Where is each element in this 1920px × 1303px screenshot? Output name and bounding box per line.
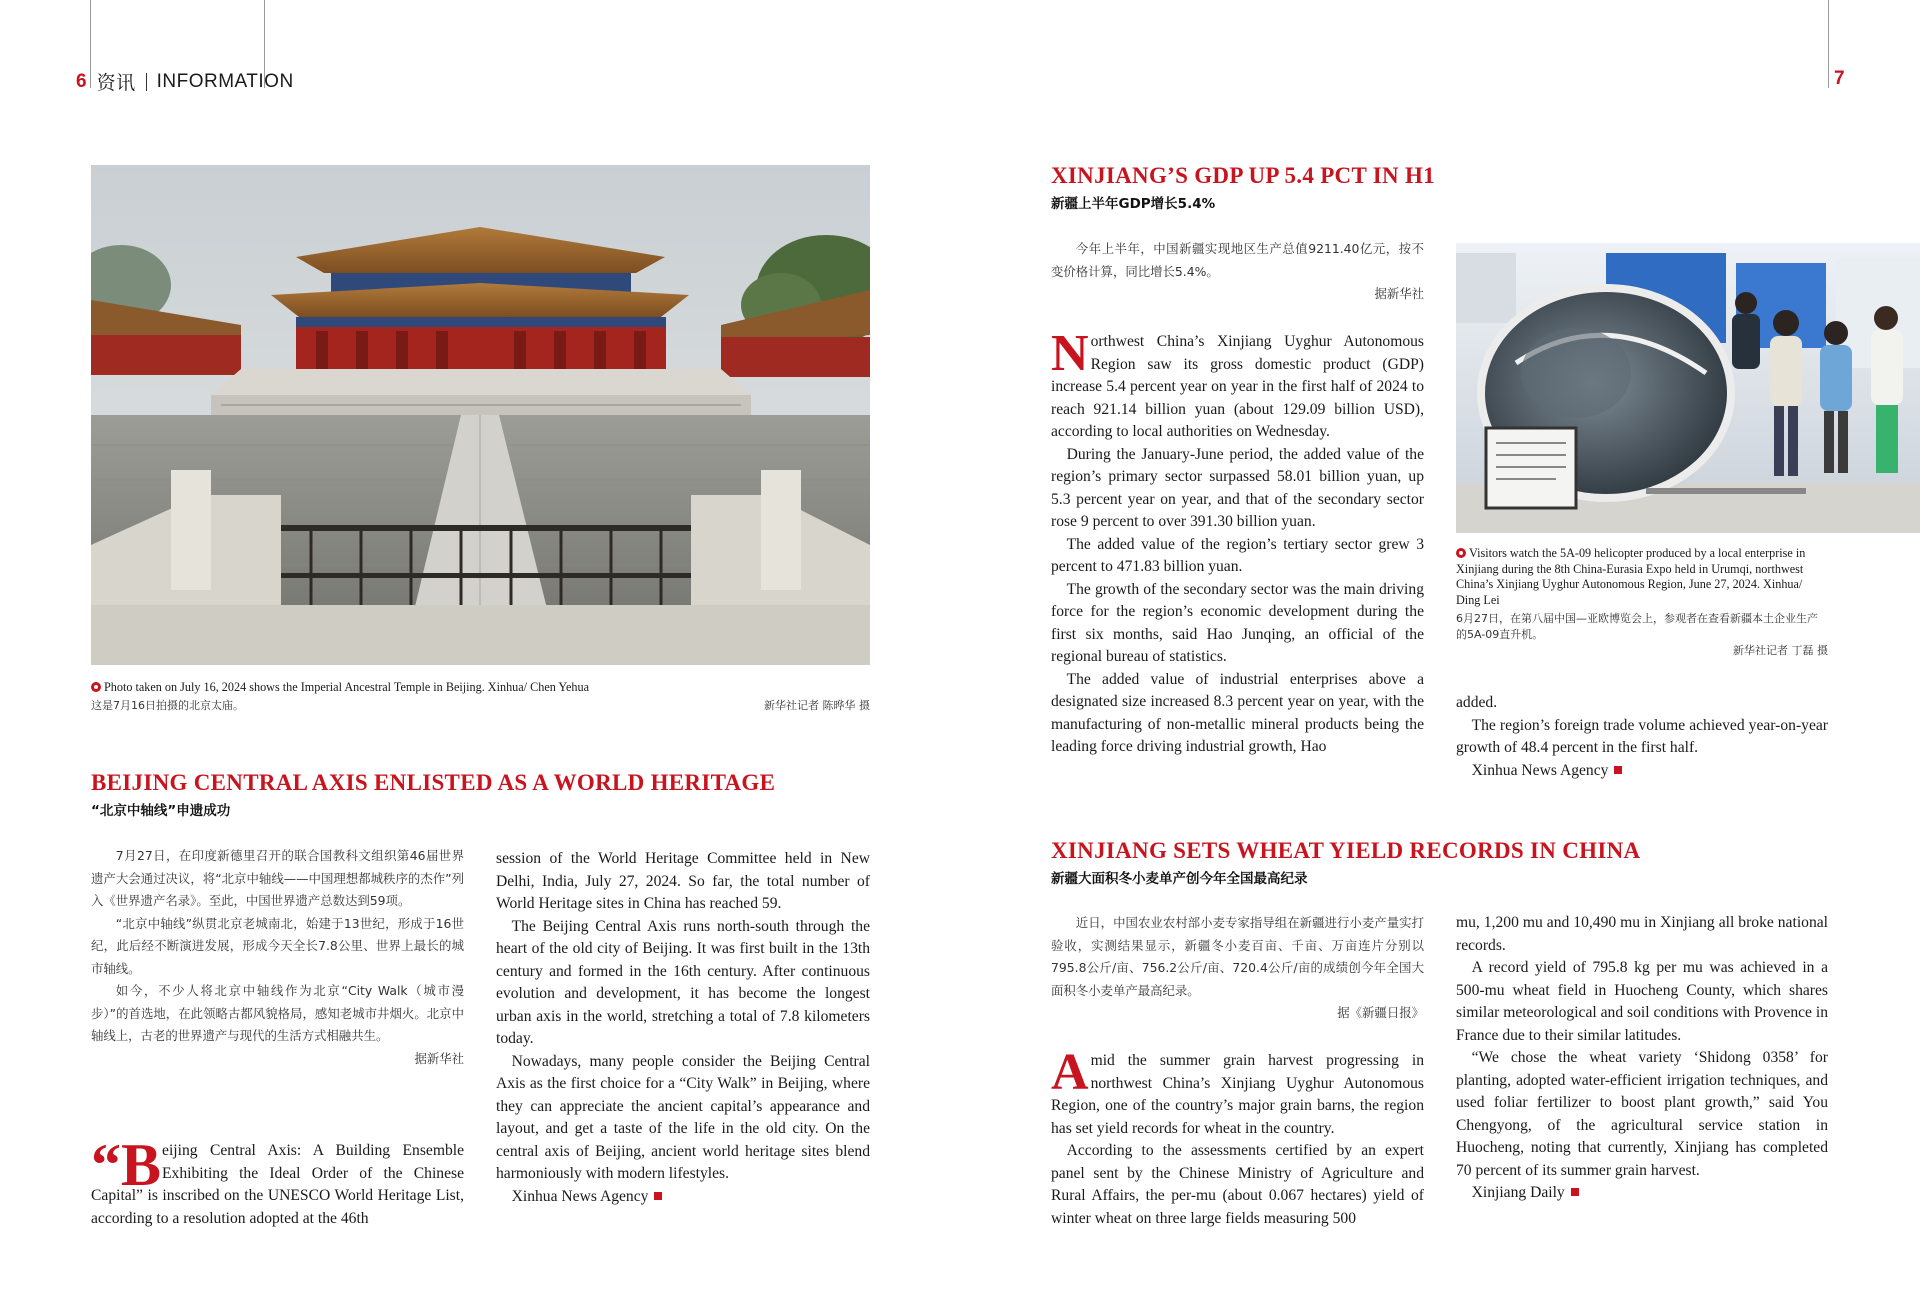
article2-zh-para: 今年上半年，中国新疆实现地区生产总值9211.40亿元，按不变价格计算，同比增长5.4%。 [1051,241,1424,279]
article1-subhead: “北京中轴线”申遗成功 [91,803,231,819]
article1-zh-para: “北京中轴线”纵贯北京老城南北，始建于13世纪，形成于16世纪，此后经不断演进发展，形成今天全长7.8公里、世界上最长的城市轴线。 [91,915,464,976]
photo1-caption-en [91,680,870,696]
article3-en-col2 [1456,912,1828,1205]
left-page-number: 6 [76,70,87,92]
helicopter-illustration [1456,243,1920,533]
section-label-zh: 资讯 [96,72,136,94]
camera-icon [1456,548,1466,558]
article2-zh-source: 据新华社 [1374,286,1424,301]
photo2-caption-block [1456,546,1828,659]
camera-icon [91,682,101,692]
end-mark-icon [1614,766,1622,774]
article2-en-cont: added. [1456,694,1498,711]
article1-en-col1 [91,1132,464,1230]
article1-en-para: Nowadays, many people consider the Beijing Central Axis as the first choice for a “City Walk” in Beijing, where they can appreciate the ancient capital’s appearance and layout, and get a taste of the life in the old city. On the central axis of Beijing, ancient world heritage sites blend harmoniously with modern lifestyles. [496,1052,870,1182]
article1-zh-para: 如今，不少人将北京中轴线作为北京“City Walk（城市漫步）”的首选地，在此领略古都风貌格局，感知老城市井烟火。北京中轴线上，古老的世界遗产与现代的生活方式相融共生。 [91,983,464,1043]
photo2-credit-zh: 新华社记者 丁磊 摄 [1733,644,1828,658]
photo2-caption-zh: 6月27日，在第八届中国—亚欧博览会上，参观者在查看新疆本土企业生产的5A-09直升机。 [1456,612,1818,642]
helicopter-expo-photo [1456,243,1920,533]
article3-en-para: “We chose the wheat variety ‘Shidong 0358’ for planting, adopted water-efficient irrigation techniques, and used foliar fertilizer to boost plant growth,” said You Chengyong, of the agricultural service station in Huocheng, noting that currently, Xinjiang has completed 70 percent of its summer grain harvest. [1456,1049,1828,1179]
article3-subhead: 新疆大面积冬小麦单产创今年全国最高纪录 [1051,871,1308,887]
article3-en-cont: mu, 1,200 mu and 10,490 mu in Xinjiang all broke national records. [1456,914,1828,954]
article2-agency: Xinhua News Agency [1471,761,1609,779]
photo1-caption-block [91,680,870,714]
article1-zh-summary [91,845,464,1070]
photo2-caption-en [1456,546,1828,608]
article2-zh-summary [1051,238,1424,306]
article3-en-col1 [1051,1044,1424,1230]
photo1-caption-zh: 这是7月16日拍摄的北京太庙。 [91,698,244,712]
article1-agency: Xinhua News Agency [511,1187,649,1205]
article1-zh-para: 7月27日，在印度新德里召开的联合国教科文组织第46届世界遗产大会通过决议，将“北京中轴线——中国理想都城秩序的杰作”列入《世界遗产名录》。至此，中国世界遗产总数达到59项。 [91,848,464,908]
article3-zh-source: 据《新疆日报》 [1337,1005,1424,1020]
photo2-caption-en-text: Visitors watch the 5A-09 helicopter produced by a local enterprise in Xinjiang during the 8th China-Eurasia Expo held in Urumqi, northwest China’s Xinjiang Uyghur Autonomous Region, June 27, 2024. Xinhua/ Ding Lei [1456,546,1806,607]
temple-illustration [91,165,870,665]
article2-en-para: During the January-June period, the added value of the region’s primary sector surpassed 58.01 billion yuan, up 5.3 percent year on year, and that of the secondary sector rose 9 percent to over 391.30 billion yuan. [1051,445,1424,530]
article1-en-lead: eijing Central Axis: A Building Ensemble Exhibiting the Ideal Order of the Chinese Capital” is inscribed on the UNESCO World Heritage List, according to a resolution adopted at the 46th [91,1142,464,1227]
article2-en-col1 [1051,325,1424,759]
article3-en-para: According to the assessments certified by an expert panel sent by the Chinese Ministry of Agriculture and Rural Affairs, the per-mu (about 0.067 hectares) yield of winter wheat on three large fields measuring 500 [1051,1142,1424,1227]
article2-en-para: The added value of industrial enterprises above a designated size increased 8.3 percent year on year, with the manufacturing of non-metallic mineral products being the leading force driving industrial growth, Hao [1051,670,1424,755]
article1-headline: BEIJING CENTRAL AXIS ENLISTED AS A WORLD HERITAGE [91,770,776,795]
article3-en-para: A record yield of 795.8 kg per mu was achieved in a 500-mu wheat field in Huocheng County, which shares similar meteorological and soil conditions with Provence in France due to their similar latitudes. [1456,959,1829,1044]
photo1-credit-zh: 新华社记者 陈晔华 摄 [764,698,870,712]
section-label-en: INFORMATION [156,70,294,92]
section-divider [146,73,147,91]
article2-subhead: 新疆上半年GDP增长5.4% [1051,196,1216,212]
article1-en-para: The Beijing Central Axis runs north-south through the heart of the old city of Beijing. It was first built in the 13th century and formed in the 16th century. After continuous evolution and development, it has become the longest urban axis in the world, stretching a total of 7.8 kilometers today. [496,917,870,1047]
end-mark-icon [654,1192,662,1200]
photo1-caption-en-text: Photo taken on July 16, 2024 shows the Imperial Ancestral Temple in Beijing. Xinhua/ Chen Yehua [104,680,590,694]
article2-en-para: The added value of the region’s tertiary sector grew 3 percent to 471.83 billion yuan. [1051,535,1424,575]
article3-dropcap: A [1051,1044,1089,1101]
article3-zh-summary [1051,912,1424,1025]
article2-dropcap: N [1051,325,1089,382]
imperial-ancestral-temple-photo [91,165,870,665]
article1-dropcap: “B [91,1132,162,1198]
article2-en-para: The growth of the secondary sector was the main driving force for the region’s economic development during the first six months, said Hao Junqing, an official of the regional bureau of statistics. [1051,580,1424,665]
article2-en-lead: orthwest China’s Xinjiang Uyghur Autonomous Region saw its gross domestic product (GDP) increase 5.4 percent year on year in the first half of 2024 to reach 921.14 billion yuan (about 129.09 billion USD), according to local authorities on Wednesday. [1051,333,1424,440]
header-rule-right [1828,0,1829,88]
end-mark-icon [1571,1188,1579,1196]
article1-en-cont: session of the World Heritage Committee held in New Delhi, India, July 27, 2024. So far, the total number of World Heritage sites in China has reached 59. [496,850,870,912]
page-header-left [76,68,294,95]
right-page-number: 7 [1834,68,1845,89]
article1-zh-source: 据新华社 [414,1050,464,1066]
article2-en-col2 [1456,692,1828,782]
article1-en-col2 [496,848,870,1208]
article3-en-lead: mid the summer grain harvest progressing in northwest China’s Xinjiang Uyghur Autonomous Region, one of the country’s major grain barns, the region has set yield records for wheat in the country. [1051,1052,1424,1137]
article2-en-para: The region’s foreign trade volume achieved year-on-year growth of 48.4 percent in the first half. [1456,716,1828,756]
article3-agency: Xinjiang Daily [1471,1184,1565,1201]
article3-headline: XINJIANG SETS WHEAT YIELD RECORDS IN CHINA [1051,838,1641,863]
article2-headline: XINJIANG’S GDP UP 5.4 PCT IN H1 [1051,163,1435,188]
article3-zh-para: 近日，中国农业农村部小麦专家指导组在新疆进行小麦产量实打验收，实测结果显示，新疆冬小麦百亩、千亩、万亩连片分别以795.8公斤/亩、756.2公斤/亩、720.4公斤/亩的成绩创今年全国大面积冬小麦单产最高纪录。 [1051,915,1424,998]
